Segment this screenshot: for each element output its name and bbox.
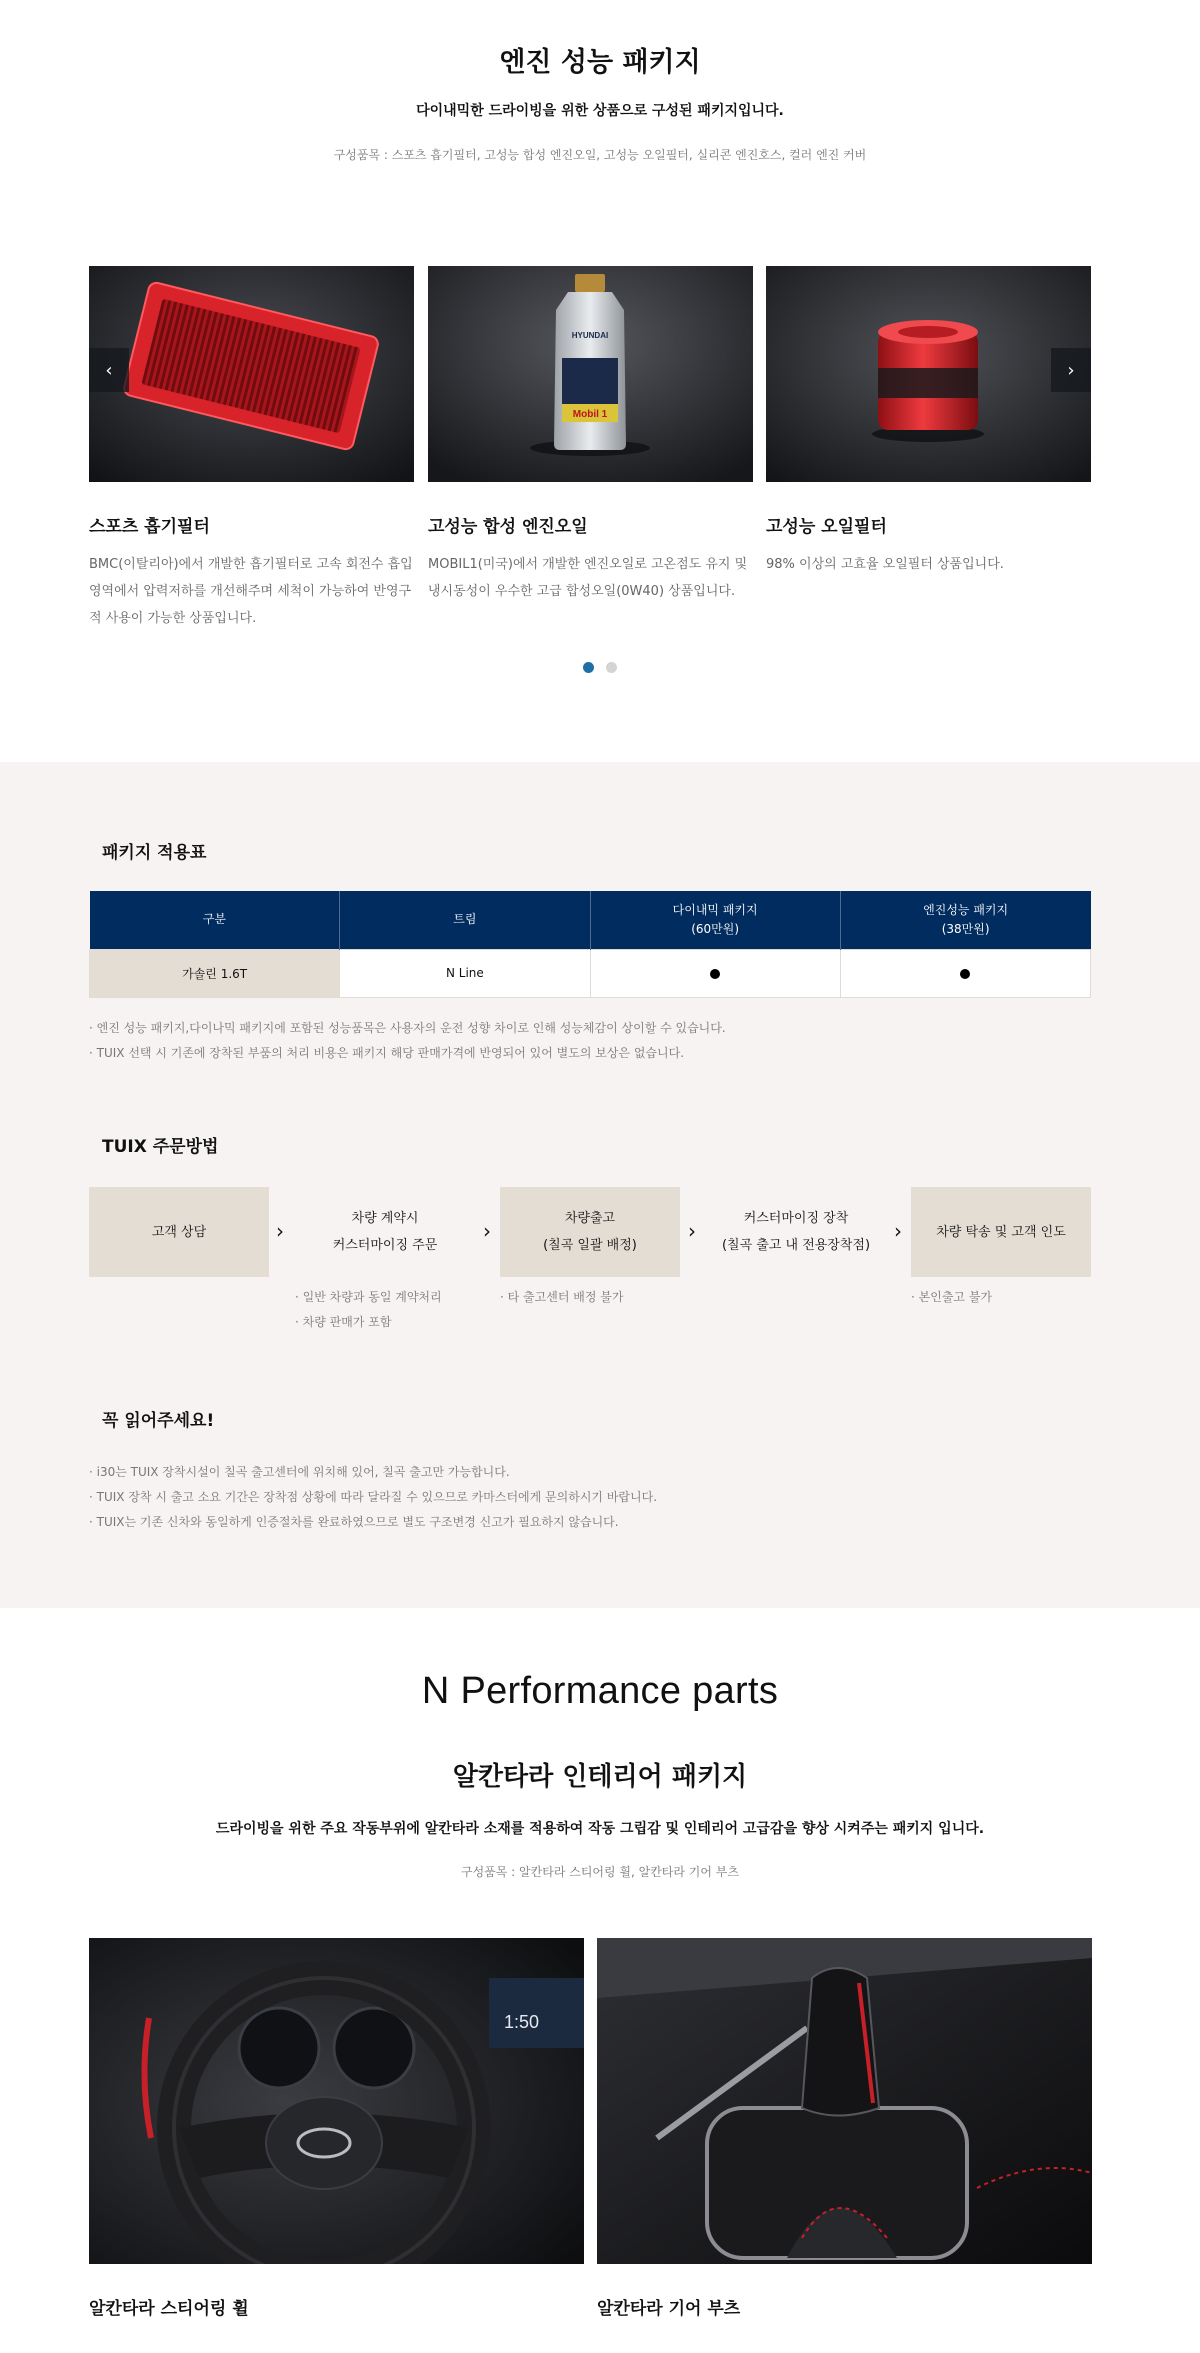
table-header: 엔진성능 패키지 (38만원)	[840, 891, 1090, 949]
must-read-heading: 꼭 읽어주세요!	[102, 1411, 215, 1431]
product-card[interactable]	[89, 1938, 584, 2319]
product-card[interactable]	[428, 266, 753, 605]
alcantara-package-composition: 구성품목 : 알칸타라 스티어링 휠, 알칸타라 기어 부츠	[461, 1865, 739, 1879]
product-name: 알칸타라 기어 부츠	[597, 2299, 741, 2319]
product-card[interactable]	[597, 1938, 1092, 2319]
product-description: MOBIL1(미국)에서 개발한 엔진오일로 고온점도 유지 및 냉시동성이 우수한 고급 합성오일(0W40) 상품입니다.	[428, 557, 748, 599]
chevron-right-icon: ›	[276, 1219, 284, 1243]
engine-oil-image	[428, 266, 753, 482]
order-step-2: 차량 계약시 커스터마이징 주문	[332, 1211, 438, 1253]
order-step-5: 차량 탁송 및 고객 인도	[911, 1187, 1091, 1277]
package-info-section	[0, 762, 1200, 1608]
table-cell-trim: N Line	[340, 949, 590, 997]
engine-package-composition: 구성품목 : 스포츠 흡기필터, 고성능 합성 엔진오일, 고성능 오일필터, 실리콘 엔진호스, 컬러 엔진 커버	[333, 148, 867, 162]
oil-filter-image	[766, 266, 1091, 482]
chevron-right-icon: ›	[894, 1219, 902, 1243]
chevron-right-icon: ›	[1067, 359, 1075, 381]
must-read-notes	[89, 1460, 657, 1535]
order-step-4: 커스터마이징 장착 (칠곡 출고 내 전용장착점)	[721, 1211, 871, 1253]
product-description: BMC(이탈리아)에서 개발한 흡기필터로 고속 회전수 흡입 영역에서 압력저하를 개선해주며 세척이 가능하여 반영구적 사용이 가능한 상품입니다.	[89, 557, 413, 626]
table-cell-engine	[840, 949, 1090, 997]
carousel-pagination	[0, 662, 1200, 673]
n-performance-title: N Performance parts	[421, 1670, 779, 1712]
product-carousel	[89, 266, 1091, 626]
oil-bottle-label: Mobil 1	[572, 409, 608, 420]
product-name: 고성능 오일필터	[766, 517, 887, 537]
chevron-left-icon: ‹	[105, 359, 113, 381]
carousel-dot-1[interactable]	[583, 662, 594, 673]
order-step-1: 고객 상담	[89, 1187, 269, 1277]
product-card[interactable]	[766, 266, 1091, 578]
gear-boot-image	[597, 1938, 1092, 2264]
carousel-prev-button[interactable]	[89, 348, 129, 392]
product-name: 고성능 합성 엔진오일	[428, 517, 588, 537]
order-step-3: 차량출고 (칠곡 일괄 배정)	[500, 1187, 680, 1277]
air-filter-image	[89, 266, 414, 482]
table-header: 트림	[340, 891, 590, 949]
order-step-2-notes: · 일반 차량과 동일 계약처리 · 차량 판매가 포함	[295, 1285, 442, 1335]
table-header: 다이내믹 패키지 (60만원)	[590, 891, 840, 949]
included-dot-icon	[710, 969, 720, 979]
product-name: 알칸타라 스티어링 휠	[89, 2299, 249, 2319]
note-item: · i30는 TUIX 장착시설이 칠곡 출고센터에 위치해 있어, 칠곡 출고만 가능합니다.	[89, 1460, 657, 1485]
order-step-5-notes: · 본인출고 불가	[911, 1285, 992, 1310]
order-heading: TUIX 주문방법	[102, 1137, 219, 1157]
chevron-right-icon: ›	[688, 1219, 696, 1243]
alcantara-package-title: 알칸타라 인테리어 패키지	[452, 1762, 748, 1792]
chevron-right-icon: ›	[483, 1219, 491, 1243]
oil-bottle-brand: HYUNDAI	[571, 331, 609, 340]
product-description: 98% 이상의 고효율 오일필터 상품입니다.	[766, 557, 1004, 572]
carousel-next-button[interactable]	[1051, 348, 1091, 392]
engine-package-title: 엔진 성능 패키지	[499, 47, 701, 78]
table-header: 구분	[90, 891, 340, 949]
carousel-dot-2[interactable]	[606, 662, 617, 673]
product-card[interactable]	[89, 266, 414, 632]
note-item: · TUIX 선택 시 기존에 장착된 부품의 처리 비용은 패키지 해당 판매가격에 반영되어 있어 별도의 보상은 없습니다.	[89, 1041, 726, 1066]
note-item: · 엔진 성능 패키지,다이나믹 패키지에 포함된 성능품목은 사용자의 운전 성향 차이로 인해 성능체감이 상이할 수 있습니다.	[89, 1016, 726, 1041]
table-cell-label: 가솔린 1.6T	[90, 949, 340, 997]
engine-package-subtitle: 다이내믹한 드라이빙을 위한 상품으로 구성된 패키지입니다.	[416, 103, 784, 119]
note-item: · TUIX 장착 시 출고 소요 기간은 장착점 상황에 따라 달라질 수 있으므로 카마스터에게 문의하시기 바랍니다.	[89, 1485, 657, 1510]
engine-package-section	[0, 0, 1200, 762]
n-performance-section	[0, 1608, 1200, 2353]
steering-wheel-image	[89, 1938, 584, 2264]
table-cell-dynamic	[590, 949, 840, 997]
included-dot-icon	[960, 969, 970, 979]
note-item: · TUIX는 기존 신차와 동일하게 인증절차를 완료하였으므로 별도 구조변경 신고가 필요하지 않습니다.	[89, 1510, 657, 1535]
package-table	[89, 891, 1091, 998]
order-step-3-notes: · 타 출고센터 배정 불가	[500, 1285, 623, 1310]
product-name: 스포츠 흡기필터	[89, 517, 210, 537]
dashboard-time: 1:50	[504, 2012, 540, 2032]
package-table-heading: 패키지 적용표	[102, 843, 207, 863]
alcantara-package-subtitle: 드라이빙을 위한 주요 작동부위에 알칸타라 소재를 적용하여 작동 그립감 및 인테리어 고급감을 향상 시켜주는 패키지 입니다.	[215, 1821, 985, 1837]
table-row	[90, 949, 1091, 997]
order-steps	[89, 1187, 1091, 1277]
package-table-notes	[89, 1016, 726, 1066]
